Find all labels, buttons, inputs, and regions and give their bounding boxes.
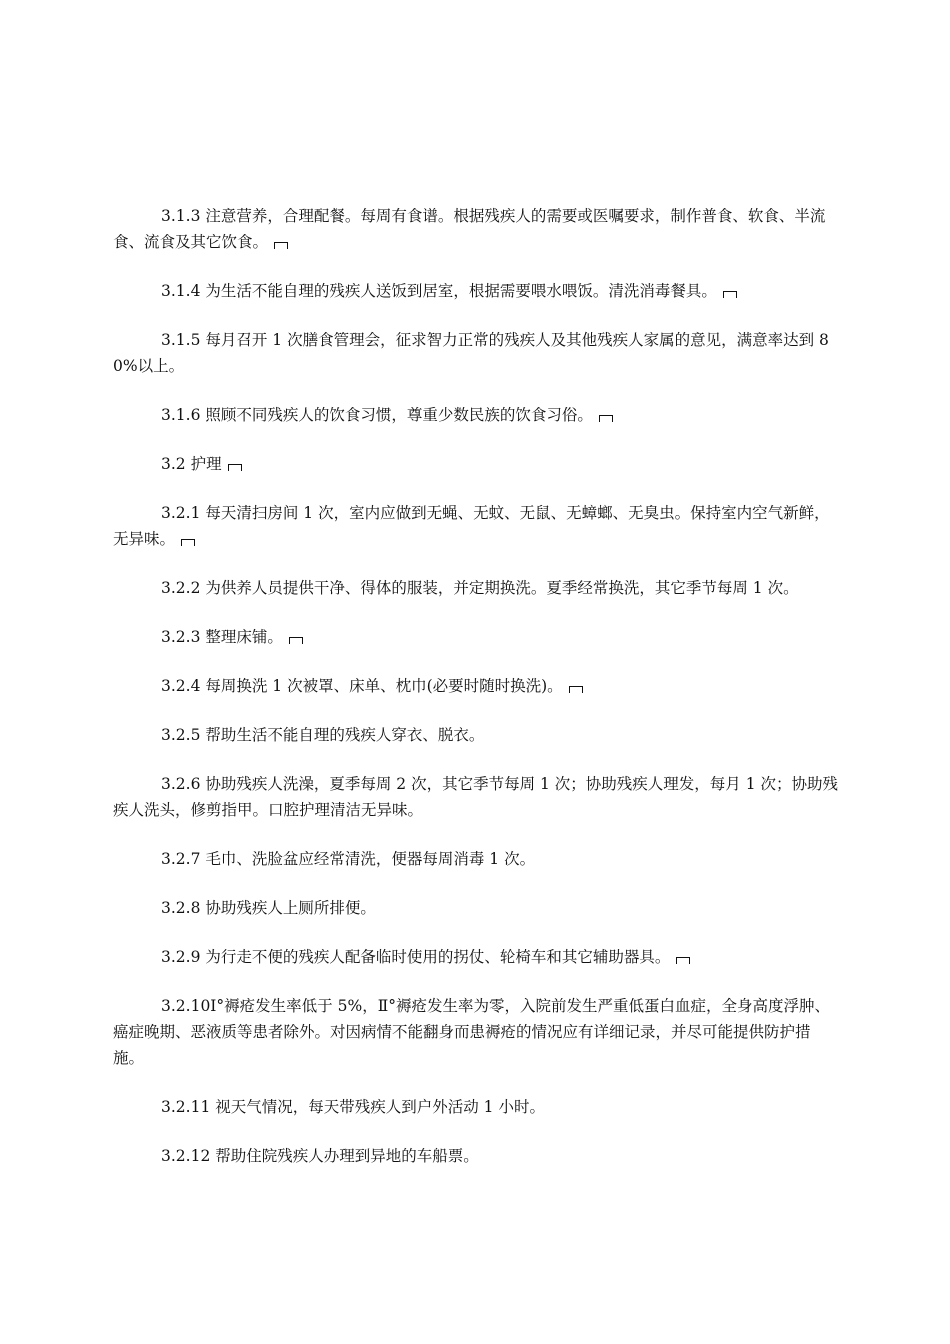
paragraph-3-2-10: 3.2.10Ⅰ°褥疮发生率低于 5%，Ⅱ°褥疮发生率为零，入院前发生严重低蛋白血症，全身高度浮肿、癌症晚期、恶液质等患者除外。对因病情不能翻身而患褥疮的情况应有详细记录，并尽可能提供防护措施。 bbox=[113, 997, 830, 1067]
paragraph-mark-icon bbox=[228, 464, 242, 471]
paragraph-mark-icon bbox=[181, 539, 195, 546]
paragraph-mark-icon bbox=[676, 957, 690, 964]
paragraph-mark-icon bbox=[599, 415, 613, 422]
document-body bbox=[113, 203, 839, 1192]
paragraph-3-1-5: 3.1.5 每月召开 1 次膳食管理会，征求智力正常的残疾人及其他残疾人家属的意见，满意率达到 80%以上。 bbox=[113, 331, 829, 375]
paragraph-3-2-4: 3.2.4 每周换洗 1 次被罩、床单、枕巾(必要时随时换洗)。 bbox=[113, 673, 839, 699]
paragraph-3-2-3: 3.2.3 整理床铺。 bbox=[113, 624, 839, 650]
paragraph-3-2-11: 3.2.11 视天气情况，每天带残疾人到户外活动 1 小时。 bbox=[161, 1098, 545, 1116]
paragraph-mark-icon bbox=[289, 637, 303, 644]
paragraph-3-1-4: 3.1.4 为生活不能自理的残疾人送饭到居室，根据需要喂水喂饭。清洗消毒餐具。 bbox=[113, 278, 839, 304]
paragraph-3-2-7: 3.2.7 毛巾、洗脸盆应经常清洗，便器每周消毒 1 次。 bbox=[161, 850, 536, 868]
paragraph-3-2-12: 3.2.12 帮助住院残疾人办理到异地的车船票。 bbox=[161, 1147, 479, 1165]
paragraph-mark-icon bbox=[274, 242, 288, 249]
section-heading-3-2: 3.2 护理 bbox=[113, 451, 839, 477]
paragraph-3-2-9: 3.2.9 为行走不便的残疾人配备临时使用的拐仗、轮椅车和其它辅助器具。 bbox=[113, 944, 839, 970]
paragraph-3-1-6: 3.1.6 照顾不同残疾人的饮食习惯，尊重少数民族的饮食习俗。 bbox=[113, 402, 839, 428]
paragraph-3-1-3: 3.1.3 注意营养，合理配餐。每周有食谱。根据残疾人的需要或医嘱要求，制作普食、软食、半流食、流食及其它饮食。 bbox=[113, 207, 826, 251]
paragraph-3-2-1: 3.2.1 每天清扫房间 1 次，室内应做到无蝇、无蚊、无鼠、无蟑螂、无臭虫。保持室内空气新鲜，无异味。 bbox=[113, 504, 830, 548]
paragraph-mark-icon bbox=[723, 291, 737, 298]
paragraph-3-2-2: 3.2.2 为供养人员提供干净、得体的服装，并定期换洗。夏季经常换洗，其它季节每周 1 次。 bbox=[161, 579, 799, 597]
paragraph-3-2-8: 3.2.8 协助残疾人上厕所排便。 bbox=[161, 899, 376, 917]
paragraph-3-2-6: 3.2.6 协助残疾人洗澡，夏季每周 2 次，其它季节每周 1 次；协助残疾人理发，每月 1 次；协助残疾人洗头，修剪指甲。口腔护理清洁无异味。 bbox=[113, 775, 839, 819]
paragraph-3-2-5: 3.2.5 帮助生活不能自理的残疾人穿衣、脱衣。 bbox=[161, 726, 485, 744]
paragraph-mark-icon bbox=[569, 686, 583, 693]
